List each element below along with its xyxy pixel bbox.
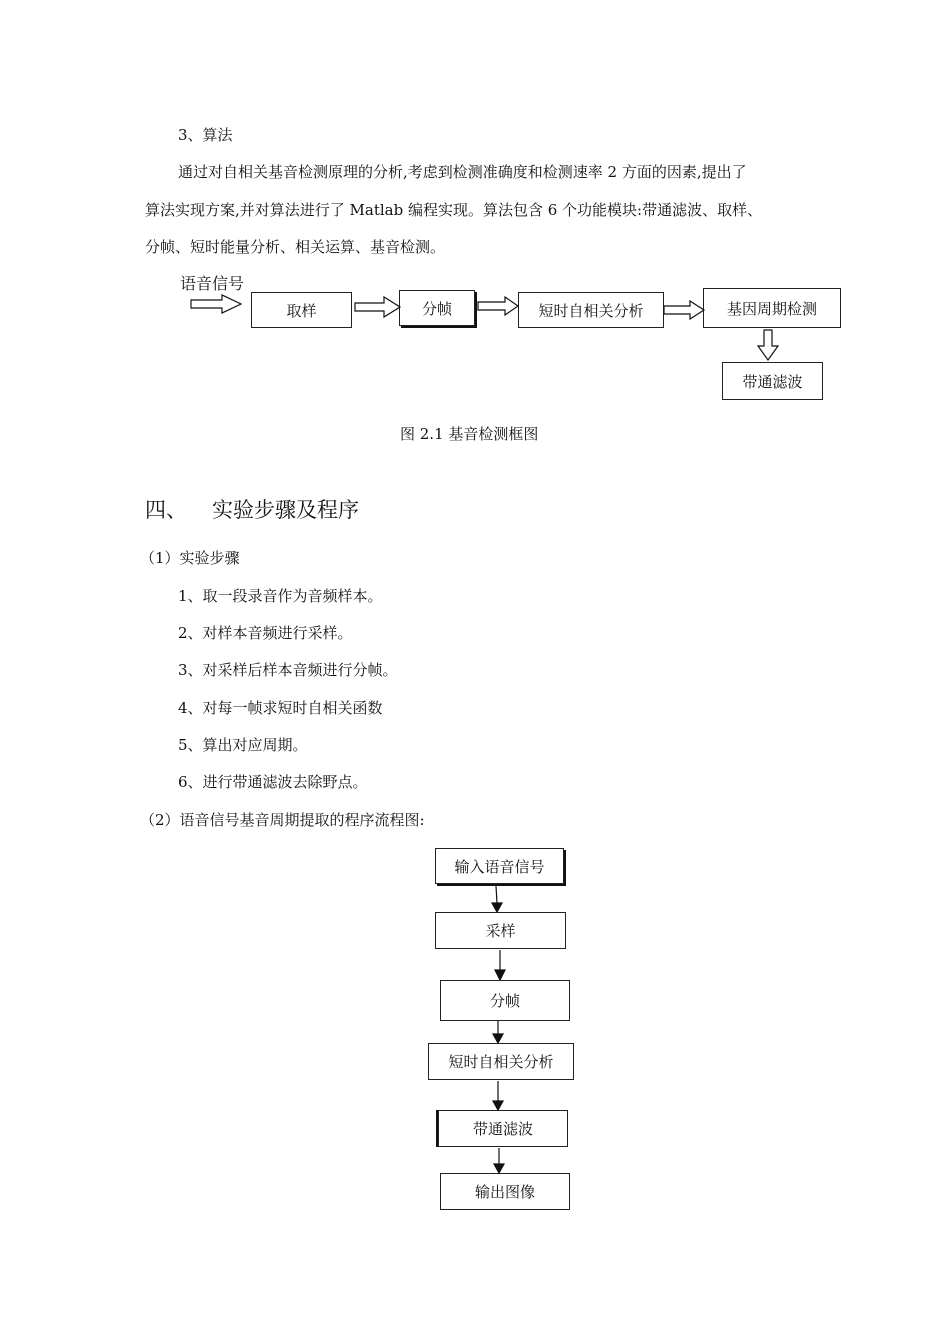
- flow-arrow-1: [496, 886, 497, 903]
- input-label: 语音信号: [180, 274, 245, 293]
- step-5: 5、算出对应周期。: [178, 736, 308, 754]
- flow-bandpass-filter: 带通滤波: [438, 1110, 568, 1147]
- paragraph-line-3: 分帧、短时能量分析、相关运算、基音检测。: [145, 238, 446, 256]
- flow-framing: 分帧: [440, 980, 570, 1021]
- figure-caption: 图 2.1 基音检测框图: [400, 425, 539, 443]
- block-pitch-period-detection: 基因周期检测: [703, 288, 841, 328]
- paragraph-line-1: 通过对自相关基音检测原理的分析,考虑到检测准确度和检测速率 2 方面的因素,提出了: [178, 163, 747, 181]
- section-heading-title: 实验步骤及程序: [212, 498, 359, 522]
- step-3: 3、对采样后样本音频进行分帧。: [178, 661, 398, 679]
- block-sampling: 取样: [251, 292, 352, 328]
- step-2: 2、对样本音频进行采样。: [178, 624, 353, 642]
- subheading-flowchart: （2）语音信号基音周期提取的程序流程图:: [140, 811, 425, 829]
- flow-short-time-autocorrelation: 短时自相关分析: [428, 1043, 574, 1080]
- block-framing: 分帧: [399, 290, 475, 326]
- subheading-steps: （1）实验步骤: [140, 549, 240, 567]
- block-bandpass-filter: 带通滤波: [722, 362, 823, 400]
- step-6: 6、进行带通滤波去除野点。: [178, 773, 368, 791]
- step-4: 4、对每一帧求短时自相关函数: [178, 699, 383, 717]
- flow-input-speech-signal: 输入语音信号: [435, 848, 564, 884]
- section-heading-number: 四、: [145, 498, 187, 522]
- flow-output-image: 输出图像: [440, 1173, 570, 1210]
- flow-sampling: 采样: [435, 912, 566, 949]
- paragraph-line-2: 算法实现方案,并对算法进行了 Matlab 编程实现。算法包含 6 个功能模块:带通滤波、取样、: [145, 201, 763, 219]
- block-short-time-autocorrelation: 短时自相关分析: [518, 292, 664, 328]
- step-1: 1、取一段录音作为音频样本。: [178, 587, 383, 605]
- section-heading-algorithm: 3、算法: [178, 126, 233, 144]
